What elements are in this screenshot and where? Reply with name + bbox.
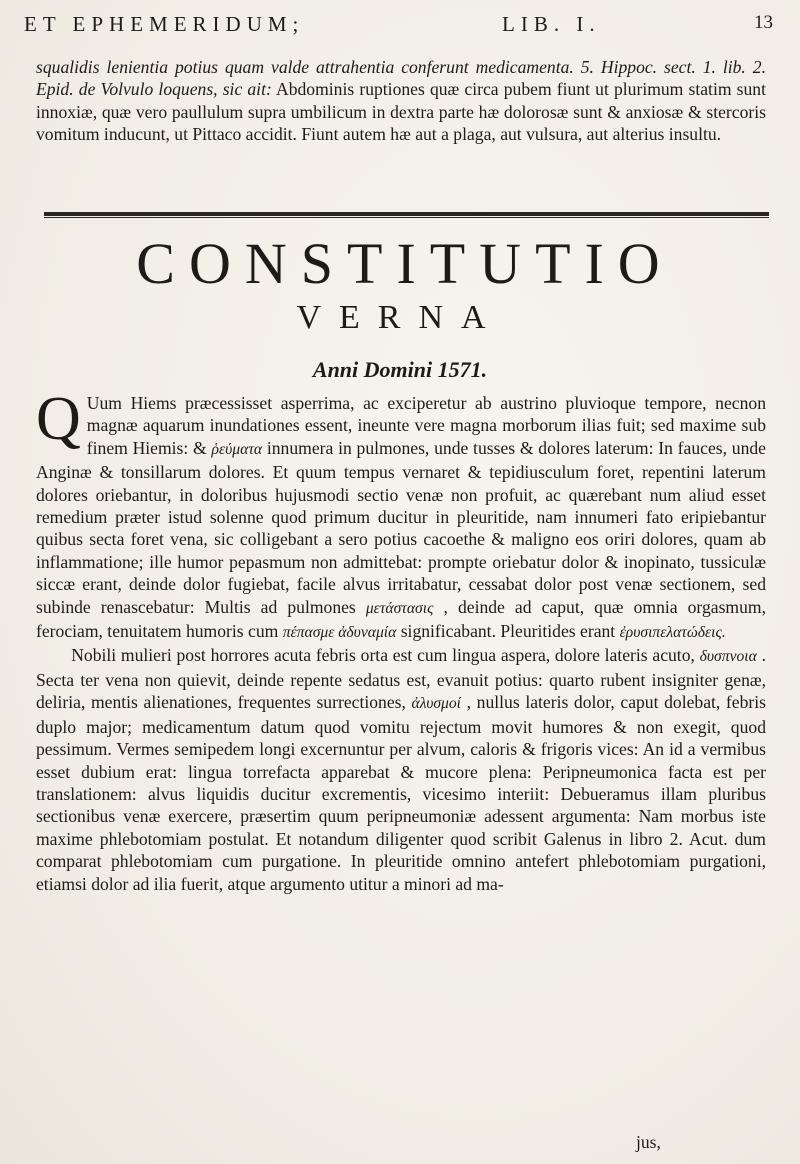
greek-word: πέπασμε ἀδυναμία [282, 624, 397, 642]
greek-word: δυσπνοια [699, 648, 757, 666]
intro-italic-line: squalidis lenientia potius quam valde attrahentia conferunt medicamenta. [36, 57, 574, 77]
body-para-1c: , deinde ad caput, quæ omnia orgasmum, ferociam, tenuitatem humoris cum [36, 596, 766, 642]
book-label: LIB. I. [502, 12, 601, 36]
intro-paragraph [36, 56, 766, 146]
body-para-2c: , nullus lateris dolor, caput dolebat, febris duplo major; medicamentum datum quod vomitu rejectum movit humores & non exegit, quod pessimum. Vermes semipedem longi excernuntur per alvum, caloris & frigoris vices: An id a vermibus esset dubium erat: lingua torrefacta apparebat & mucore plena: Peripneumonica facta est per translationem: alvus liquidis ducitur excrementis, vicesimo interiit: Debueramus illam pluribus sectionibus venæ exercere, præsertim quum peripneumoniæ adessent argumenta: Nam morbus iste maxime phlebotomiam postulat. Et notandum diligenter quod scribit Galenus in libro 2. Acut. dum comparat phlebotomiam cum purgatione. In pleuritide omnino antefert phlebotomiam purgationi, etiamsi dolor ad ilia fuerit, atque argumento utitur a minori ad ma- [36, 692, 766, 894]
section-divider [44, 212, 769, 218]
greek-word: ἐρυσιπελατώδεις. [619, 624, 726, 642]
page-number: 13 [754, 12, 773, 33]
body-para-1d: significabant. Pleuritides erant [400, 621, 616, 642]
intro-quote: Abdominis ruptiones quæ circa pubem fiunt ut plurimum statim sunt innoxiæ, quæ vero paullulum supra umbilicum in dextra parte hæ dolorosæ sunt & anxiosæ & stercoris vomitum inducunt, ut Pittaco accidit. Fiunt autem hæ aut a plaga, aut vulsura, aut alterius insultu. [36, 79, 766, 145]
greek-word: μετάστασις [365, 599, 434, 617]
intro-citation: 5. Hippoc. sect. 1. lib. 2. Epid. de Volvulo loquens, sic ait: [36, 57, 766, 100]
section-year: Anni Domini 1571. [312, 357, 488, 382]
body-para-1b: innumera in pulmones, unde tusses & dolores laterum: In fauces, unde Anginæ & tonsillarum dolores. Et quum tempus vernaret & tepidiusculum foret, repentini laterum dolores oriebantur, in doloribus hujusmodi sectio venæ non profuit, ac quærebant num aliud esset remedium præter istud solenne quod primum ducitur in pleuritide, nam innumeri fato eripiebantur quibus secta foret vena, sic colligebant a sero potius cacoethe & maligno eos oriri dolores, quam ab inflammatione; ille humor pepasmum non admittebat: prompte oriebatur dolor & inopinato, tussiculæ siccæ erant, deinde dolor fugiebat, facile alvus irritabatur, cessabat dolor post venæ sectionem, sed subinde renascebatur: Multis ad pulmones [36, 437, 766, 617]
running-head [24, 8, 784, 42]
section-subheading: VERNA [296, 299, 504, 336]
greek-word: ἀλυσμοί [411, 695, 461, 713]
body-para-2a: Nobili mulieri post horrores acuta febris orta est cum lingua aspera, dolore lateris acuto, [71, 645, 695, 666]
body-text [36, 385, 766, 895]
drop-cap: Q [36, 385, 81, 453]
section-heading: CONSTITUTIO [136, 231, 674, 296]
greek-word: ῥεύματα [211, 440, 263, 458]
catchword: jus, [636, 1132, 661, 1152]
body-para-1a: Uum Hiems præcessisset asperrima, ac exciperetur ab austrino pluvioque tempore, necnon magnæ aquarum inundationes essent, ineunte vere magna morborum ilias fuit; sed maxime sub finem Hiemis: & [86, 393, 766, 458]
body-para-2b: . Secta ter vena non quievit, deinde repente sedatus est, evanuit potius: quarto rubent insigniter genæ, deliria, mentis alienationes, frequentes surrectiones, [36, 645, 766, 713]
running-title: ET EPHEMERIDUM; [24, 12, 305, 36]
